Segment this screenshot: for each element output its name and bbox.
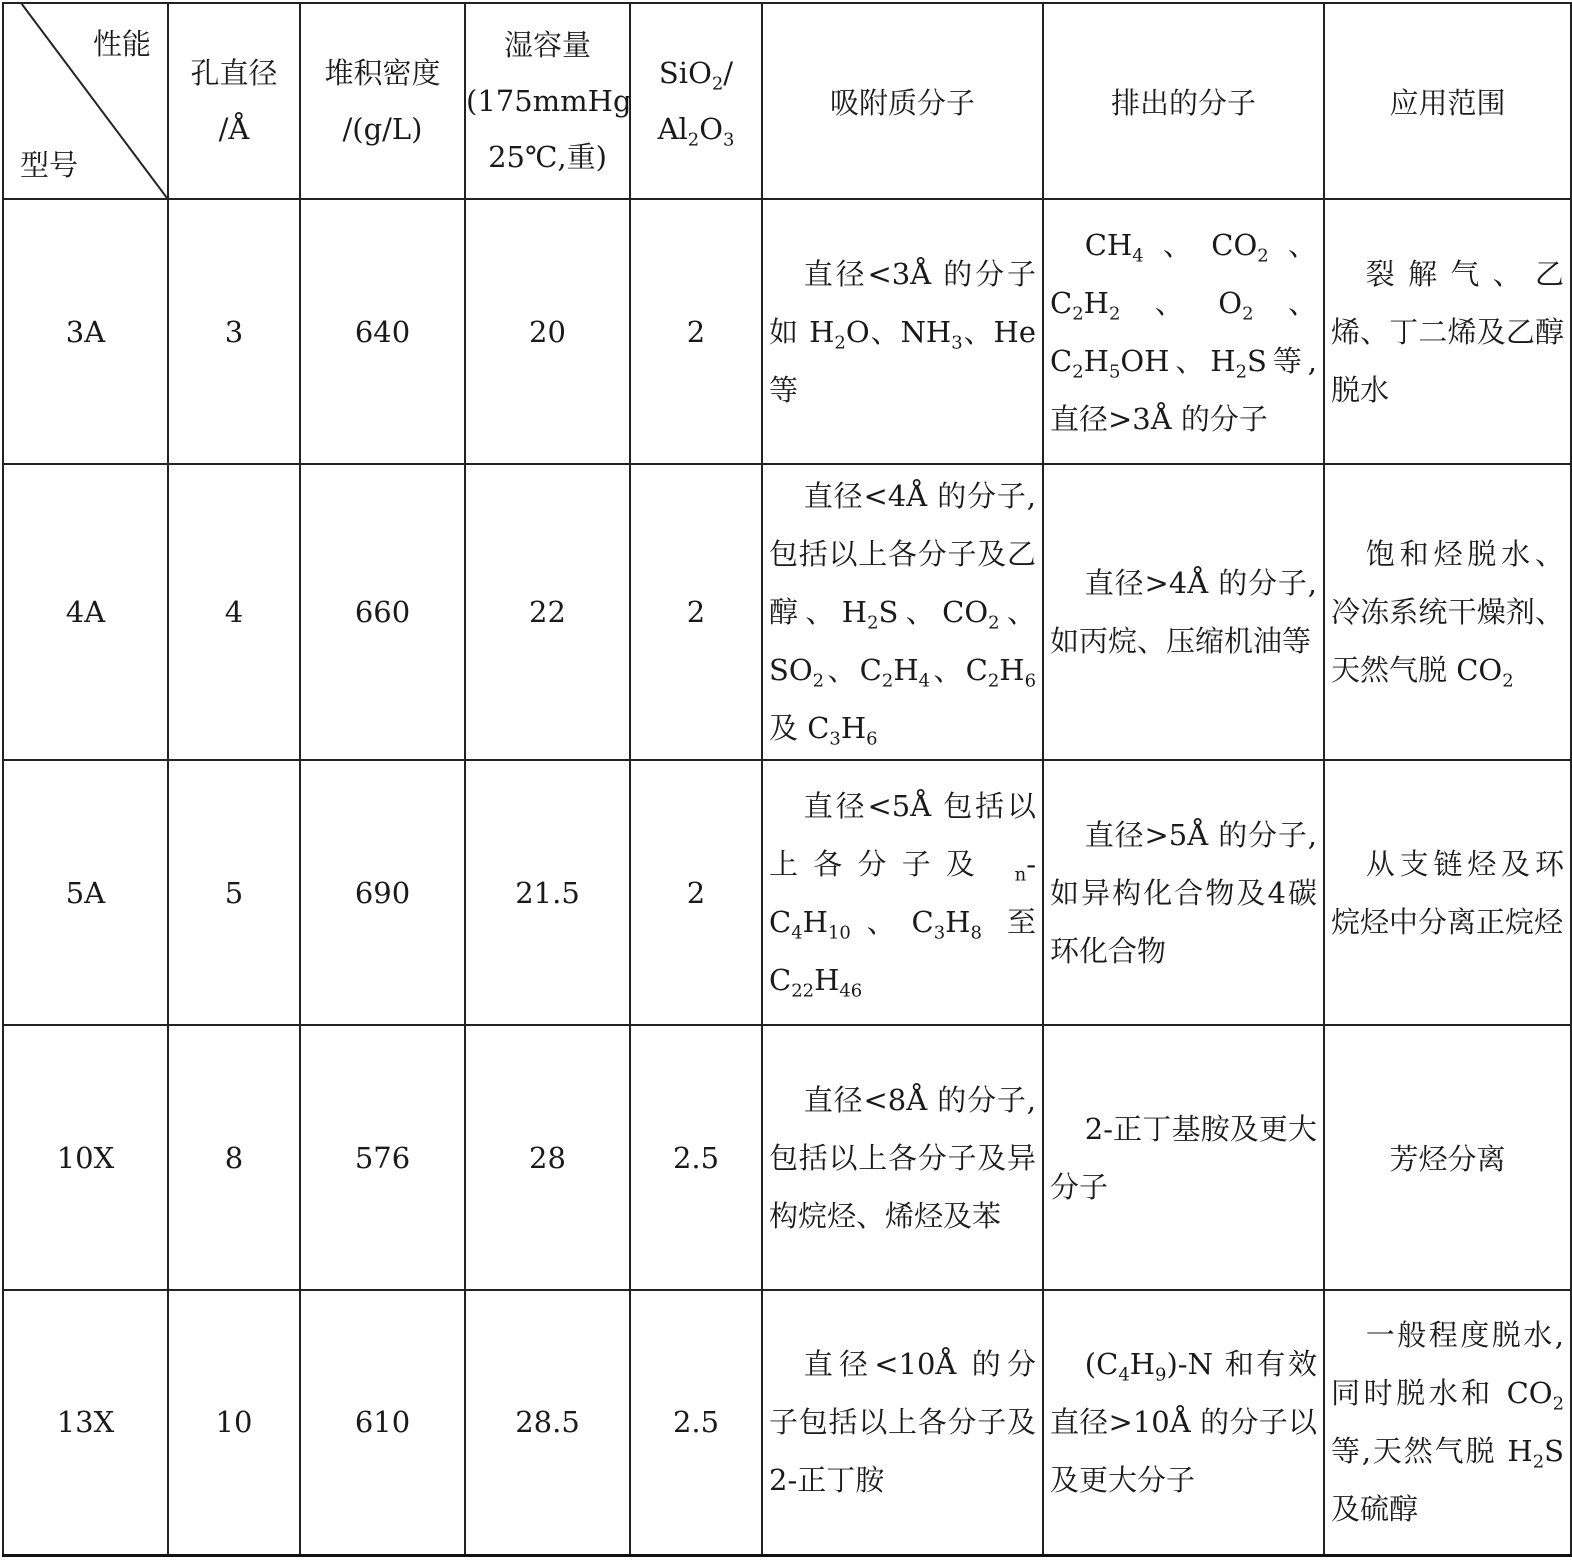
cell-text: 、SO	[769, 595, 1036, 687]
model-cell: 3A	[3, 199, 168, 464]
chemical-subscript: 4	[791, 921, 803, 943]
application-cell	[1324, 760, 1571, 1025]
ratio-cell: 2.5	[630, 1290, 762, 1555]
header-bulk-density-line2: /(g/L)	[342, 112, 423, 146]
chemical-subscript: 2	[834, 331, 846, 353]
chemical-subscript: 5	[1108, 360, 1121, 382]
chemical-subscript: 22	[791, 979, 815, 1001]
cell-text: 直径<3Å 的分子如 H	[769, 256, 1036, 349]
cell-text: 直径<8Å 的分子,包括以上各分子及异构烷烃、烯烃及苯	[769, 1082, 1036, 1233]
cell-text: OH、H	[1120, 343, 1236, 378]
capacity-cell: 28	[465, 1025, 630, 1290]
application-cell	[1324, 1290, 1571, 1555]
cell-text: 直径<10Å 的分子包括以上各分子及2-正丁胺	[769, 1347, 1036, 1498]
cell-text: S 及硫醇	[1331, 1434, 1564, 1527]
chemical-subscript: 2	[881, 670, 894, 692]
cell-text: H	[999, 653, 1025, 687]
cell-text: 、C	[930, 653, 988, 687]
chemical-subscript: 4	[1118, 1364, 1130, 1386]
pore-cell: 10	[168, 1290, 300, 1555]
cell-text: 、C	[1050, 227, 1317, 320]
excluded-cell	[1043, 1290, 1324, 1555]
header-wet-capacity-line1: 湿容量	[503, 28, 591, 62]
header-wet-capacity	[465, 3, 630, 199]
chemical-subscript: 6	[1024, 670, 1036, 692]
chemical-subscript: 2	[1502, 670, 1514, 692]
cell-text: )-N 和有效直径>10Å 的分子以及更大分子	[1050, 1347, 1317, 1498]
chemical-subscript: 46	[839, 979, 863, 1001]
chemical-subscript: 2	[988, 612, 1000, 634]
adsorbed-cell	[762, 1025, 1043, 1290]
table-row	[3, 464, 1571, 760]
application-cell	[1324, 1025, 1571, 1290]
cell-text: 裂解气、乙烯、丁二烯及乙醇脱水	[1331, 256, 1564, 407]
chemical-subscript: 9	[1155, 1364, 1167, 1386]
cell-text: H	[802, 904, 828, 939]
cell-text: O、NH	[845, 314, 952, 349]
ratio-text: SiO	[658, 56, 712, 90]
pore-cell: 4	[168, 464, 300, 760]
density-cell: 640	[300, 199, 465, 464]
header-wet-capacity-line3: 25℃,重)	[488, 140, 607, 174]
cell-text: 及 C	[769, 711, 830, 745]
density-cell: 576	[300, 1025, 465, 1290]
cell-text: 2-正丁基胺及更大分子	[1050, 1111, 1317, 1204]
model-cell: 5A	[3, 760, 168, 1025]
chemical-subscript: 2	[812, 670, 825, 692]
excluded-cell	[1043, 199, 1324, 464]
chemical-subscript: 4	[918, 670, 931, 692]
cell-text: 芳烃分离	[1389, 1142, 1506, 1176]
cell-text: H	[1083, 343, 1109, 378]
cell-text: -C	[769, 846, 1036, 939]
chemical-subscript: 3	[829, 728, 841, 750]
cell-text: 、He等	[769, 314, 1036, 407]
chemical-subscript: 2	[1257, 244, 1269, 266]
application-cell	[1324, 464, 1571, 760]
header-corner-cell	[3, 3, 168, 199]
header-pore-diameter-line1: 孔直径	[190, 56, 278, 90]
header-excluded-molecules: 排出的分子	[1043, 3, 1324, 199]
cell-text: 、C	[850, 904, 934, 939]
chemical-subscript: 6	[866, 728, 878, 750]
cell-text: 、C	[824, 653, 882, 687]
ratio-subscript: 3	[723, 129, 735, 151]
chemical-subscript: 2	[1242, 302, 1254, 324]
cell-text: 、C	[1050, 285, 1317, 378]
excluded-cell	[1043, 1025, 1324, 1290]
density-cell: 690	[300, 760, 465, 1025]
adsorbed-cell	[762, 199, 1043, 464]
cell-text: S、CO	[878, 595, 989, 629]
chemical-subscript: 2	[1552, 1393, 1564, 1415]
capacity-cell: 21.5	[465, 760, 630, 1025]
cell-text: 直径<4Å 的分子,包括以上各分子及乙醇、H	[769, 479, 1036, 629]
header-pore-diameter	[168, 3, 300, 199]
table-row	[3, 1290, 1571, 1555]
density-cell: 660	[300, 464, 465, 760]
chemical-subscript: 4	[1132, 244, 1144, 266]
cell-text: 一般程度脱水,同时脱水和 CO	[1331, 1318, 1564, 1411]
chemical-subscript: n	[1014, 863, 1027, 885]
header-application: 应用范围	[1324, 3, 1571, 199]
header-bulk-density	[300, 3, 465, 199]
table-row	[3, 760, 1571, 1025]
application-cell	[1324, 199, 1571, 464]
excluded-cell	[1043, 760, 1324, 1025]
model-cell: 4A	[3, 464, 168, 760]
ratio-cell: 2.5	[630, 1025, 762, 1290]
pore-cell: 3	[168, 199, 300, 464]
chemical-subscript: 8	[970, 921, 982, 943]
chemical-subscript: 10	[827, 921, 851, 943]
pore-cell: 5	[168, 760, 300, 1025]
header-corner-properties: 性能	[92, 27, 151, 61]
cell-text: H	[1083, 285, 1109, 320]
pore-cell: 8	[168, 1025, 300, 1290]
chemical-subscript: 2	[1235, 360, 1248, 382]
cell-text: 直径<5Å 包括以上各分子及	[769, 788, 1036, 881]
cell-text: 直径>5Å 的分子,如异构化合物及4碳环化合物	[1050, 817, 1317, 968]
header-corner-model: 型号	[20, 148, 79, 182]
chemical-subscript: 2	[1532, 1451, 1545, 1473]
adsorbed-cell	[762, 1290, 1043, 1555]
header-wet-capacity-line2: (175mmHg	[466, 84, 632, 118]
adsorbed-cell	[762, 760, 1043, 1025]
cell-text: 直径>4Å 的分子,如丙烷、压缩机油等	[1050, 566, 1317, 658]
ratio-text: O	[699, 112, 723, 146]
header-adsorbed-molecules: 吸附质分子	[762, 3, 1043, 199]
molecular-sieve-table	[2, 2, 1572, 1557]
chemical-subscript: 2	[987, 670, 1000, 692]
ratio-cell: 2	[630, 464, 762, 760]
cell-text: 、CO	[1143, 227, 1258, 262]
header-ratio-line1	[631, 45, 761, 101]
capacity-cell: 22	[465, 464, 630, 760]
ratio-subscript: 2	[687, 129, 700, 151]
ratio-cell: 2	[630, 760, 762, 1025]
cell-text: H	[814, 962, 840, 997]
cell-text: 、O	[1120, 285, 1243, 320]
chemical-subscript: 2	[1072, 302, 1084, 324]
chemical-subscript: 2	[1072, 360, 1084, 382]
cell-text: S等,直径>3Å 的分子	[1050, 343, 1317, 436]
chemical-subscript: 2	[1108, 302, 1121, 324]
ratio-subscript: 2	[711, 73, 724, 95]
ratio-text: Al	[657, 112, 688, 146]
header-pore-diameter-line2: /Å	[218, 112, 250, 146]
chemical-subscript: 3	[951, 331, 963, 353]
cell-text: 至 C	[769, 904, 1036, 997]
capacity-cell: 28.5	[465, 1290, 630, 1555]
density-cell: 610	[300, 1290, 465, 1555]
header-sio2-al2o3-ratio	[630, 3, 762, 199]
cell-text: H	[1129, 1347, 1156, 1382]
chemical-subscript: 2	[867, 612, 879, 634]
capacity-cell: 20	[465, 199, 630, 464]
cell-text: CH	[1084, 227, 1133, 262]
chemical-subscript: 3	[933, 921, 946, 943]
header-row	[3, 3, 1571, 199]
cell-text: H	[945, 904, 971, 939]
ratio-text: /	[723, 56, 734, 90]
cell-text: 从支链烃及环烷烃中分离正烷烃	[1331, 846, 1564, 939]
cell-text: H	[840, 711, 867, 745]
header-bulk-density-line1: 堆积密度	[324, 56, 441, 90]
header-ratio-line2	[631, 101, 761, 157]
cell-text: (C	[1084, 1347, 1119, 1382]
cell-text: 等,天然气脱 H	[1331, 1434, 1533, 1469]
adsorbed-cell	[762, 464, 1043, 760]
model-cell: 10X	[3, 1025, 168, 1290]
excluded-cell	[1043, 464, 1324, 760]
cell-text: H	[893, 653, 919, 687]
cell-text: 饱和烃脱水、冷冻系统干燥剂、天然气脱 CO	[1331, 537, 1564, 687]
table-row	[3, 1025, 1571, 1290]
table-row	[3, 199, 1571, 464]
ratio-cell: 2	[630, 199, 762, 464]
model-cell: 13X	[3, 1290, 168, 1555]
